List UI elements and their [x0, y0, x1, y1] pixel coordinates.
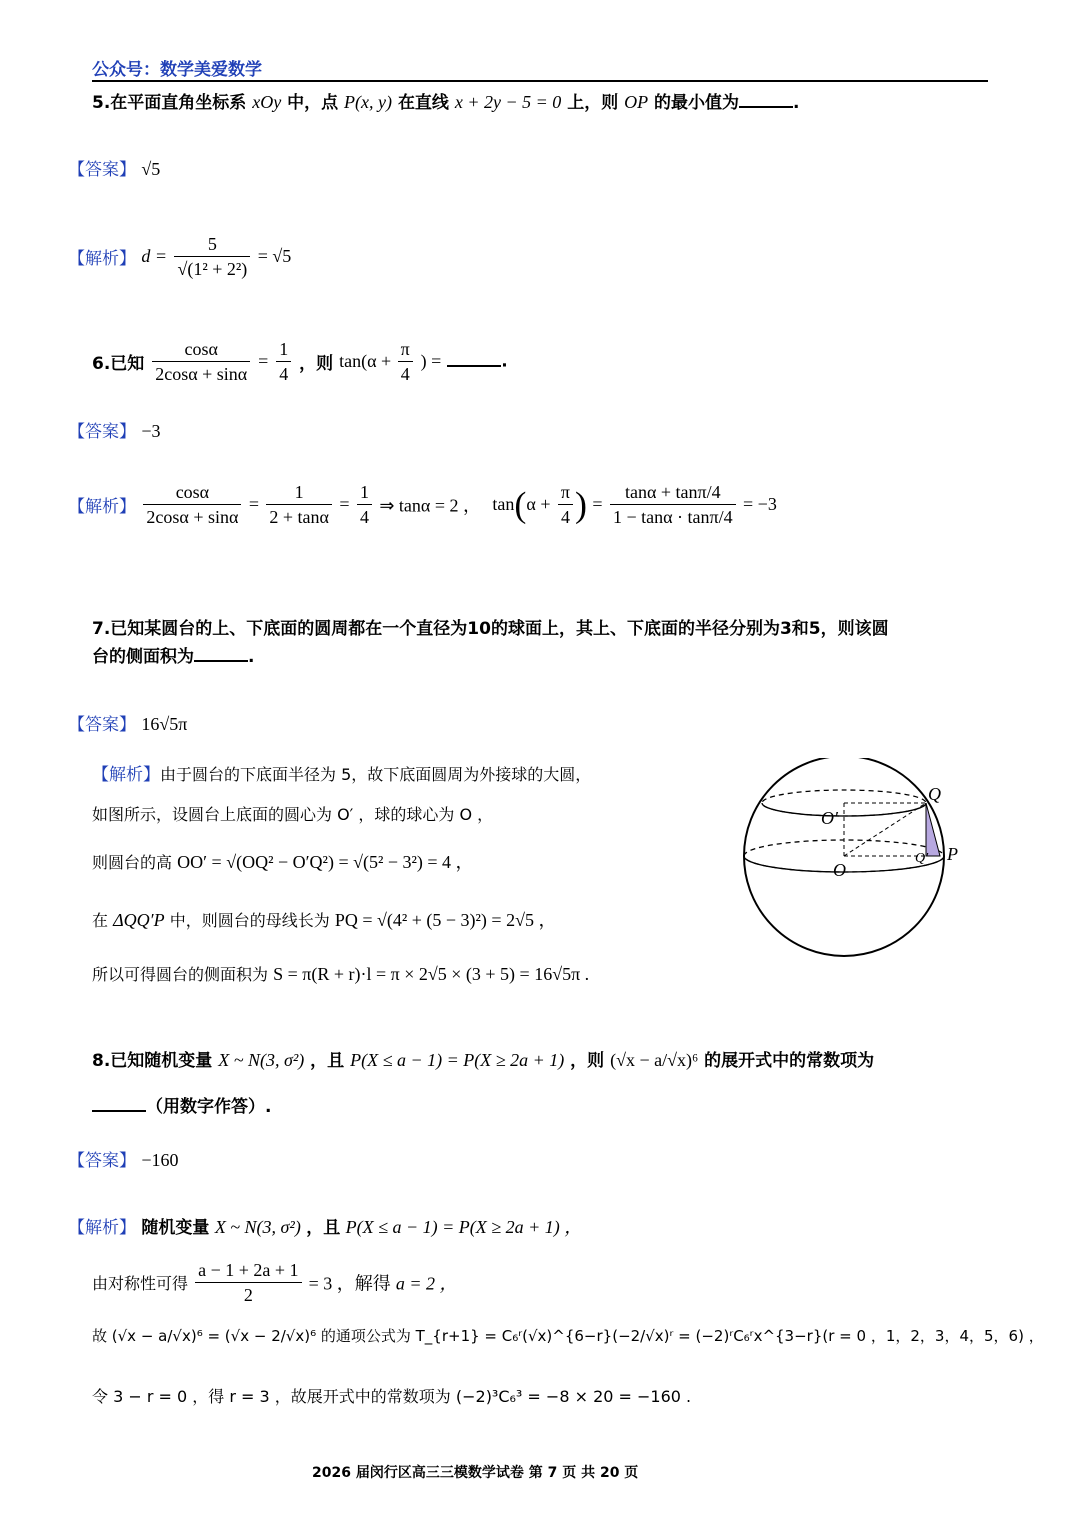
question-5: [92, 88, 800, 113]
q8-line-2-text: （用数字作答）.: [146, 1097, 272, 1117]
q7-sol-text-1: 由于圆台的下底面半径为 5，故下底面圆周为外接球的大圆，: [160, 765, 592, 784]
analysis-label: 【解析】: [68, 1218, 136, 1238]
q6-s1-num: cosα: [143, 480, 241, 505]
analysis-label: 【解析】: [68, 497, 136, 517]
q5-text-1: 5.在平面直角坐标系: [92, 93, 247, 113]
q5-text-3: 在直线: [397, 93, 449, 113]
q8-sol-line-1: [68, 1213, 582, 1239]
q8-sol-1a: 随机变量: [141, 1218, 210, 1238]
q8-sol-1b: X ~ N(3, σ²): [214, 1217, 301, 1237]
q5-answer-value: √5: [141, 159, 161, 179]
q8-expr: (√x − a/√x)⁶: [610, 1050, 699, 1070]
q7-sol-3b: OO′ = √(OQ² − O′Q²) = √(5² − 3²) = 4 ，: [177, 852, 474, 872]
q6-tail: ) =: [420, 351, 442, 371]
answer-label: 【答案】: [68, 422, 136, 442]
q5-blank: [739, 105, 793, 108]
q6-answer: [68, 417, 161, 442]
q6-s4-fraction: [610, 480, 736, 529]
q5-sol-den: √(1² + 2²): [177, 259, 248, 279]
q6-s-eq1: =: [248, 494, 259, 514]
q6-text-1: 6.已知: [92, 354, 145, 374]
answer-label: 【答案】: [68, 1151, 136, 1171]
q8-sol-1c: ，且: [306, 1218, 341, 1238]
q6-s-implies: ⇒ tanα = 2 ，: [379, 495, 481, 516]
q7-sol-4c: 中，则圆台的母线长为: [169, 911, 330, 930]
question-8: [92, 1046, 874, 1071]
q8-sol-line-2: [92, 1258, 458, 1307]
q6-s3-num: 1: [357, 480, 372, 505]
q6-pi-fraction: [398, 337, 413, 386]
q8-answer: [68, 1146, 179, 1171]
q6-eq: =: [258, 351, 269, 371]
q6-s-rparen: ): [575, 484, 587, 525]
q7-blank: [194, 659, 248, 662]
q5-sol-fraction: [174, 232, 250, 281]
q6-rhs-fraction: [276, 337, 291, 386]
label-o: O: [833, 860, 846, 880]
q6-pi-den: 4: [400, 364, 410, 384]
q8-sol-2b: = 3 ，解得: [308, 1273, 391, 1294]
q5-answer: [68, 155, 160, 180]
q6-s1-fraction: [143, 480, 241, 529]
q6-s-pi-num: π: [558, 480, 573, 505]
q7-line-2: [92, 642, 254, 667]
q5-point: P(x, y): [344, 92, 393, 112]
q8-line-2: [92, 1092, 271, 1117]
q7-sol-line-2: 如图所示，设圆台上底面的圆心为 O′ ，球的球心为 O ，: [92, 805, 494, 824]
q6-end: .: [501, 351, 508, 372]
q7-sol-4d: PQ = √(4² + (5 − 3)²) = 2√5 ，: [334, 910, 557, 930]
q8-text-3: ，则: [570, 1051, 605, 1071]
q8-sol-1d: P(X ≤ a − 1) = P(X ≥ 2a + 1) ，: [345, 1217, 583, 1237]
q6-s-pi-den: 4: [560, 507, 570, 527]
q8-answer-value: −160: [141, 1150, 179, 1170]
label-q: Q: [928, 784, 941, 804]
q6-rhs-num: 1: [276, 337, 291, 362]
q6-s4-num: tanα + tanπ/4: [610, 480, 736, 505]
q7-sol-4b: ΔQQ′P: [113, 910, 165, 930]
q8-sol-fraction: [195, 1258, 301, 1307]
q5-line: x + 2y − 5 = 0: [454, 92, 562, 112]
q7-end: .: [248, 647, 255, 667]
q8-blank: [92, 1109, 146, 1112]
q7-sol-5a: 所以可得圆台的侧面积为: [92, 965, 269, 984]
q7-sol-line-5: [92, 962, 589, 985]
analysis-label: 【解析】: [68, 249, 136, 269]
q8-sol-line-3: 故 (√x − a/√x)⁶ = (√x − 2/√x)⁶ 的通项公式为 T_{r+1} = C₆ʳ(√x)^{6−r}(−2/√x)ʳ = (−2)ʳC₆ʳx^{3−r}(r = 0 ，1，2，3，4，5，6) ，: [92, 1327, 1044, 1345]
q7-sol-5b: S = π(R + r)·l = π × 2√5 × (3 + 5) = 16√5π .: [273, 964, 590, 984]
analysis-label: 【解析】: [92, 765, 160, 785]
q7-sol-3a: 则圆台的高: [92, 853, 173, 872]
q6-s2-fraction: [266, 480, 332, 529]
q5-xoy: xOy: [252, 92, 282, 112]
q5-text-2: 中，点: [287, 93, 339, 113]
q8-sol-num: a − 1 + 2a + 1: [195, 1258, 301, 1283]
q5-op: OP: [624, 92, 649, 112]
header-rule: [92, 80, 988, 82]
question-6: [92, 337, 508, 386]
q6-solution: [68, 480, 777, 529]
q7-sol-line-3: [92, 848, 474, 874]
header-account: 公众号：数学美爱数学: [92, 60, 262, 80]
q6-s-pi-fraction: [558, 480, 573, 529]
q7-sol-line-1: [92, 760, 591, 785]
q6-blank: [447, 364, 501, 367]
q5-sol-rhs: = √5: [257, 246, 292, 266]
q7-sol-4a: 在: [92, 911, 109, 930]
q7-line-2-text: 台的侧面积为: [92, 647, 194, 667]
q8-text-4: 的展开式中的常数项为: [704, 1051, 875, 1071]
q7-answer: [68, 710, 187, 735]
q8-sol-2a: 由对称性可得: [92, 1274, 189, 1293]
q6-s2-num: 1: [266, 480, 332, 505]
radius-oq: [844, 803, 926, 856]
q6-answer-value: −3: [141, 421, 161, 441]
q8-text-2: ，且: [310, 1051, 345, 1071]
answer-label: 【答案】: [68, 160, 136, 180]
q6-s-result: = −3: [743, 494, 777, 514]
q6-s-tan: tan: [492, 494, 515, 514]
q6-s4-den: 1 − tanα · tanπ/4: [612, 507, 733, 527]
q6-s3-fraction: [357, 480, 372, 529]
q6-s-lparen: (: [514, 484, 527, 525]
q6-fraction: [152, 337, 250, 386]
q6-num: cosα: [152, 337, 250, 362]
label-q-prime: Q′: [915, 851, 929, 866]
q8-cond: P(X ≤ a − 1) = P(X ≥ 2a + 1): [350, 1050, 565, 1070]
q7-sol-line-4: [92, 906, 556, 932]
q5-text-5: 的最小值为: [654, 93, 740, 113]
sphere-frustum-figure: [735, 758, 965, 958]
q6-pi-num: π: [398, 337, 413, 362]
q6-s-inner: α +: [526, 494, 551, 514]
page-footer: 2026 届闵行区高三三模数学试卷 第 7 页 共 20 页: [312, 1465, 639, 1481]
answer-label: 【答案】: [68, 715, 136, 735]
q8-sol-line-4: 令 3 − r = 0 ，得 r = 3 ，故展开式中的常数项为 (−2)³C₆³ = −8 × 20 = −160 .: [92, 1387, 692, 1406]
sphere-outline: [744, 758, 944, 956]
q5-text-4: 上，则: [567, 93, 619, 113]
q6-s-eq3: =: [592, 494, 603, 514]
q5-end: .: [793, 93, 800, 113]
q6-rhs-den: 4: [279, 364, 289, 384]
q6-s3-den: 4: [359, 507, 369, 527]
q5-sol-num: 5: [174, 232, 250, 257]
q6-s1-den: 2cosα + sinα: [146, 507, 239, 527]
q8-text-1: 8.已知随机变量: [92, 1051, 213, 1071]
q5-solution: [68, 232, 291, 281]
q6-expr: tan(α +: [339, 351, 396, 371]
q7-line-1: 7.已知某圆台的上、下底面的圆周都在一个直径为10的球面上，其上、下底面的半径分别为3和5，则该圆: [92, 619, 889, 639]
q6-den: 2cosα + sinα: [155, 364, 248, 384]
q6-text-2: ，则: [299, 354, 334, 374]
q7-answer-value: 16√5π: [141, 714, 188, 734]
label-p: P: [947, 844, 958, 864]
label-o-prime: O′: [821, 808, 838, 828]
q8-sol-den: 2: [243, 1285, 253, 1305]
q6-s-eq2: =: [339, 494, 350, 514]
q6-s2-den: 2 + tanα: [269, 507, 329, 527]
q5-sol-lhs: d =: [141, 246, 168, 266]
q8-dist: X ~ N(3, σ²): [218, 1050, 305, 1070]
q8-sol-2c: a = 2 ，: [395, 1273, 458, 1294]
